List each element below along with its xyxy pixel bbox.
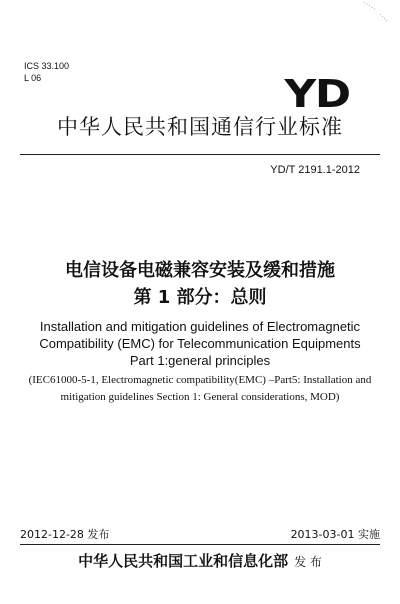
issuer-suffix: 发 布: [294, 555, 322, 569]
english-title-line1: Installation and mitigation guidelines of Electromagnetic: [39, 319, 361, 334]
issuer-name: 中华人民共和国工业和信息化部: [78, 552, 289, 570]
issuing-authority: [0, 551, 400, 572]
english-title-line3: Part 1:general principles: [129, 353, 271, 368]
standard-number: YD/T 2191.1-2012: [270, 164, 360, 176]
classification-codes: [24, 60, 69, 84]
english-title: [0, 318, 400, 369]
chinese-title-line1: 电信设备电磁兼容安装及缓和措施: [65, 260, 335, 281]
ics-code: ICS 33.100: [24, 61, 70, 71]
footer-divider: [20, 544, 380, 545]
standard-category-title: 中华人民共和国通信行业标准: [57, 115, 343, 139]
scan-corner-mark: [362, 0, 392, 30]
iec-reference-line2: mitigation guidelines Section 1: General considerations, MOD): [60, 391, 340, 403]
chinese-title-line2: 第 1 部分：总则: [133, 287, 267, 308]
header-divider: [20, 154, 380, 155]
english-title-line2: Compatibility (EMC) for Telecommunication Equipments: [39, 336, 361, 351]
issue-date: 2012-12-28 发布: [20, 528, 110, 541]
implementation-date: 2013-03-01 实施: [290, 528, 380, 541]
yd-logo: YD: [284, 72, 350, 116]
iec-reference: [0, 372, 400, 406]
iec-reference-line1: (IEC61000-5-1, Electromagnetic compatibility(EMC) –Part5: Installation and: [28, 374, 372, 386]
ccs-code: L 06: [24, 73, 42, 83]
